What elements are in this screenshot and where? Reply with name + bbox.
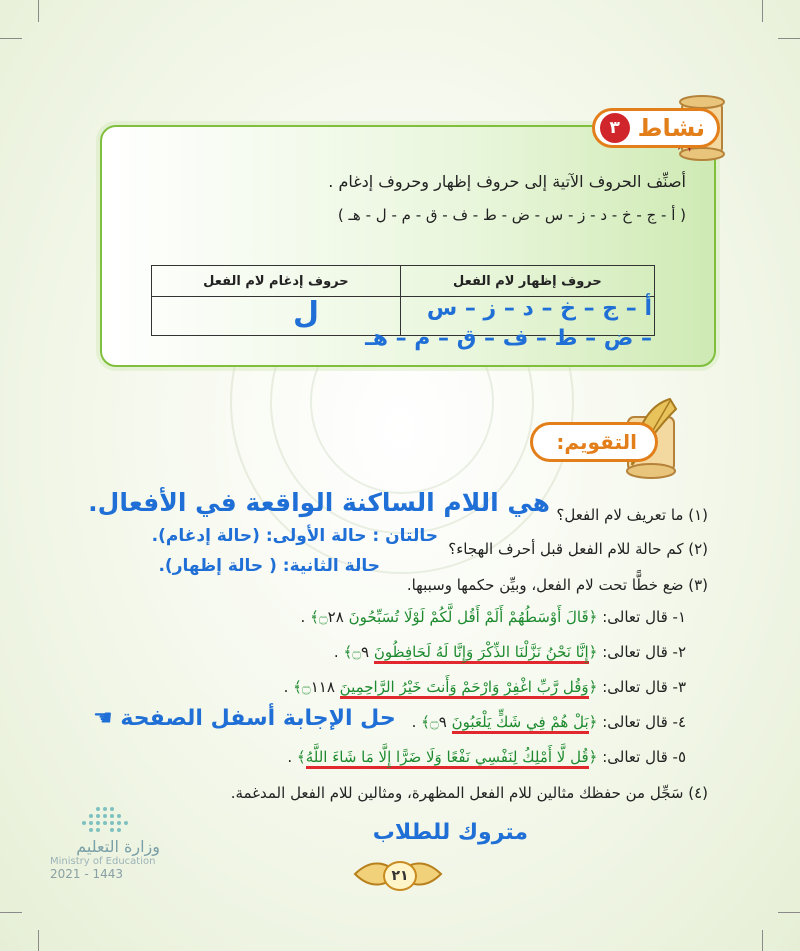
evaluation-title: التقويم:	[556, 430, 637, 454]
crop-mark	[778, 38, 800, 39]
activity-letters: ( أ - ج - خ - د - ز - س - ض - ط - ف - ق - م - ل - هـ )	[337, 206, 686, 224]
ministry-name-ar: وزارة التعليم	[76, 837, 160, 856]
ministry-dots-icon	[50, 805, 160, 833]
ayah-marker-icon: ۝	[318, 608, 328, 626]
answer-1: هي اللام الساكنة الواقعة في الأفعال.	[88, 488, 550, 517]
verse-text: بَلْ هُمْ فِي شَكٍّ يَلْعَبُونَ	[452, 713, 589, 734]
crop-mark	[38, 0, 39, 22]
crop-mark	[762, 930, 763, 951]
crop-mark	[762, 0, 763, 22]
header-izhar: حروف إظهار لام الفعل	[400, 266, 654, 297]
answer-izhar-line2: – ض – ط – ف – ق – م – هـ	[365, 326, 652, 351]
evaluation-title-badge	[530, 422, 658, 462]
ministry-name-en: Ministry of Education	[50, 856, 156, 867]
crop-mark	[0, 912, 22, 913]
question-2: (٢) كم حالة للام الفعل قبل أحرف الهجاء؟	[448, 540, 708, 558]
ministry-logo	[50, 805, 160, 881]
verse-prefix: ٢- قال تعالى:	[602, 643, 686, 661]
crop-mark	[38, 930, 39, 951]
page-number-ornament	[351, 852, 445, 896]
verse-4: ٤- قال تعالى: ﴿بَلْ هُمْ فِي شَكٍّ يَلْعَبُونَ ۝٩﴾ .	[412, 713, 686, 731]
answer-3-note	[93, 706, 396, 731]
question-3: (٣) ضع خطًّا تحت لام الفعل، وبيِّن حكمها وسببها.	[406, 576, 708, 594]
verse-3: ٣- قال تعالى: ﴿وَقُل رَّبِّ اغْفِرْ وَارْحَمْ وَأَنتَ خَيْرُ الرَّاحِمِينَ ۝١١٨﴾ .	[284, 678, 686, 696]
verse-prefix: ١- قال تعالى:	[602, 608, 686, 626]
answer-2-line1: حالتان : حالة الأولى: (حالة إدغام).	[151, 526, 438, 546]
verse-5: ٥- قال تعالى: ﴿قُل لَّا أَمْلِكُ لِنَفْسِي نَفْعًا وَلَا ضَرًّا إِلَّا مَا شَاءَ اللَّهُ﴾ .	[287, 748, 686, 766]
verse-1: ١- قال تعالى: ﴿قَالَ أَوْسَطُهُمْ أَلَمْ أَقُل لَّكُمْ لَوْلَا تُسَبِّحُونَ ۝٢٨﴾ .	[300, 608, 686, 626]
verse-text: وَقُل رَّبِّ اغْفِرْ وَارْحَمْ وَأَنتَ خَيْرُ الرَّاحِمِينَ	[340, 678, 589, 699]
verse-prefix: ٥- قال تعالى:	[602, 748, 686, 766]
ayah-number: ١١٨	[310, 678, 335, 696]
crop-mark	[0, 38, 22, 39]
page-number: ٢١	[383, 861, 417, 891]
answer-idgham: ل	[293, 296, 320, 331]
verse-prefix: ٣- قال تعالى:	[602, 678, 686, 696]
question-1: (١) ما تعريف لام الفعل؟	[556, 506, 708, 524]
crop-mark	[778, 912, 800, 913]
answer-note-text: حل الإجابة أسفل الصفحة	[120, 706, 396, 731]
ayah-number: ٩	[361, 643, 370, 661]
verse-prefix: ٤- قال تعالى:	[602, 713, 686, 731]
verse-text: قُل لَّا أَمْلِكُ لِنَفْسِي نَفْعًا وَلَا ضَرًّا إِلَّا مَا شَاءَ اللَّهُ	[306, 748, 589, 769]
verse-text: قَالَ أَوْسَطُهُمْ أَلَمْ أَقُل لَّكُمْ لَوْلَا تُسَبِّحُونَ	[348, 608, 589, 626]
ayah-number: ٩	[438, 713, 447, 731]
header-idgham: حروف إدغام لام الفعل	[152, 266, 401, 297]
activity-number: ٣	[600, 113, 630, 143]
activity-title-badge	[592, 108, 720, 148]
activity-title: نشاط	[637, 114, 705, 142]
verse-text: إِنَّا نَحْنُ نَزَّلْنَا الذِّكْرَ وَإِنَّا لَهُ لَحَافِظُونَ	[374, 643, 589, 664]
answer-2-line2: حالة الثانية: ( حالة إظهار).	[158, 556, 380, 576]
cell-idgham	[152, 297, 401, 336]
pointing-hand-icon: ☚	[93, 706, 113, 731]
ministry-year: 2021 - 1443	[50, 867, 124, 881]
activity-instruction: أصنِّف الحروف الآتية إلى حروف إظهار وحروف إدغام .	[328, 172, 686, 191]
verse-bracket-icon: ﴿	[588, 608, 598, 626]
answer-izhar-line1: أ – ج – خ – د – ز – س	[426, 296, 652, 321]
answer-4: متروك للطلاب	[372, 820, 528, 845]
verse-2: ٢- قال تعالى: ﴿إِنَّا نَحْنُ نَزَّلْنَا الذِّكْرَ وَإِنَّا لَهُ لَحَافِظُونَ ۝٩﴾ .	[334, 643, 686, 661]
question-4: (٤) سَجِّل من حفظك مثالين للام الفعل المظهرة، ومثالين للام الفعل المدغمة.	[230, 784, 708, 802]
ayah-number: ٢٨	[327, 608, 344, 626]
